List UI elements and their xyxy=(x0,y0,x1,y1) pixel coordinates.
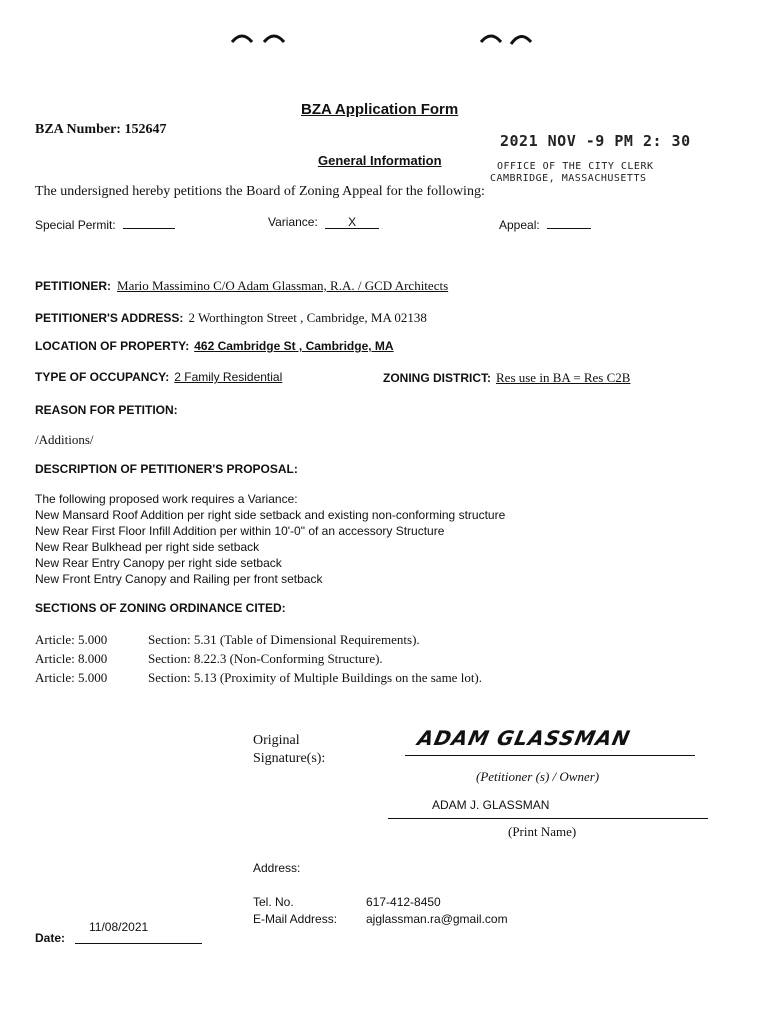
cited-section: Section: 5.13 (Proximity of Multiple Buildings on the same lot). xyxy=(148,670,483,685)
location-row xyxy=(35,339,394,354)
bza-number: BZA Number: 152647 xyxy=(35,122,167,137)
tel-value: 617-412-8450 xyxy=(366,895,441,909)
petitioner-address-row xyxy=(35,310,427,326)
appeal-label: Appeal: xyxy=(499,218,540,232)
date-value: 11/08/2021 xyxy=(89,920,149,934)
proposal-line: New Front Entry Canopy and Railing per front setback xyxy=(35,572,323,586)
special-permit-blank xyxy=(123,215,175,229)
original-signature-label: Signature(s): xyxy=(253,751,326,766)
location-label: LOCATION OF PROPERTY: xyxy=(35,339,190,353)
variance-label: Variance: xyxy=(268,215,318,229)
intro-text: The undersigned hereby petitions the Board of Zoning Appeal for the following: xyxy=(35,184,485,199)
special-permit-field xyxy=(35,215,175,232)
date-label: Date: xyxy=(35,931,66,945)
petitioner-value: Mario Massimino C/O Adam Glassman, R.A. / GCD Architects xyxy=(117,278,449,293)
reason-label: REASON FOR PETITION: xyxy=(35,403,178,417)
proposal-line: The following proposed work requires a Variance: xyxy=(35,492,298,506)
special-permit-label: Special Permit: xyxy=(35,218,116,232)
print-name-value: ADAM J. GLASSMAN xyxy=(432,798,550,812)
clerk-stamp-office: OFFICE OF THE CITY CLERK xyxy=(497,161,654,172)
proposal-line: New Rear First Floor Infill Addition per within 10'-0" of an accessory Structure xyxy=(35,524,445,538)
variance-mark: X xyxy=(325,215,379,229)
zoning-district-row xyxy=(383,370,630,386)
reason-value: /Additions/ xyxy=(35,432,94,447)
petitioner-row xyxy=(35,278,448,294)
cited-article: Article: 5.000 xyxy=(35,632,108,647)
form-title: BZA Application Form xyxy=(301,101,459,118)
clerk-stamp-city: CAMBRIDGE, MASSACHUSETTS xyxy=(490,173,647,184)
petitioner-address-label: PETITIONER'S ADDRESS: xyxy=(35,311,184,325)
original-signature-label: Original xyxy=(253,733,300,748)
proposal-line: New Rear Bulkhead per right side setback xyxy=(35,540,260,554)
proposal-line: New Mansard Roof Addition per right side setback and existing non-conforming structure xyxy=(35,508,506,522)
proposal-line: New Rear Entry Canopy per right side setback xyxy=(35,556,282,570)
appeal-blank xyxy=(547,215,591,229)
signature-caption: (Petitioner (s) / Owner) xyxy=(476,769,600,784)
email-value: ajglassman.ra@gmail.com xyxy=(366,912,508,926)
cited-section: Section: 8.22.3 (Non-Conforming Structure). xyxy=(148,651,383,666)
date-line xyxy=(75,943,202,944)
proposal-label: DESCRIPTION OF PETITIONER'S PROPOSAL: xyxy=(35,462,298,476)
location-value: 462 Cambridge St , Cambridge, MA xyxy=(194,339,394,353)
zoning-district-value: Res use in BA = Res C2B xyxy=(496,370,631,385)
address-label: Address: xyxy=(253,861,301,875)
occupancy-value: 2 Family Residential xyxy=(174,370,283,384)
cited-article: Article: 8.000 xyxy=(35,651,108,666)
scan-mark-left xyxy=(228,28,292,48)
cited-section: Section: 5.31 (Table of Dimensional Requirements). xyxy=(148,632,420,647)
print-name-caption: (Print Name) xyxy=(508,824,577,839)
cited-article: Article: 5.000 xyxy=(35,670,108,685)
email-label: E-Mail Address: xyxy=(253,912,338,926)
variance-field xyxy=(268,215,379,229)
sections-cited-label: SECTIONS OF ZONING ORDINANCE CITED: xyxy=(35,601,286,615)
petitioner-address-value: 2 Worthington Street , Cambridge, MA 02138 xyxy=(188,310,427,325)
tel-label: Tel. No. xyxy=(253,895,294,909)
print-name-line xyxy=(388,818,708,819)
scan-mark-right xyxy=(477,28,541,48)
petitioner-label: PETITIONER: xyxy=(35,279,112,293)
section-title: General Information xyxy=(318,153,442,168)
handwritten-signature: ADAM GLASSMAN xyxy=(415,726,633,750)
clerk-stamp-datetime: 2021 NOV -9 PM 2: 30 xyxy=(500,132,691,150)
zoning-district-label: ZONING DISTRICT: xyxy=(383,371,491,385)
appeal-field xyxy=(499,215,591,232)
signature-line xyxy=(405,755,695,756)
occupancy-label: TYPE OF OCCUPANCY: xyxy=(35,370,170,384)
occupancy-row xyxy=(35,370,282,385)
